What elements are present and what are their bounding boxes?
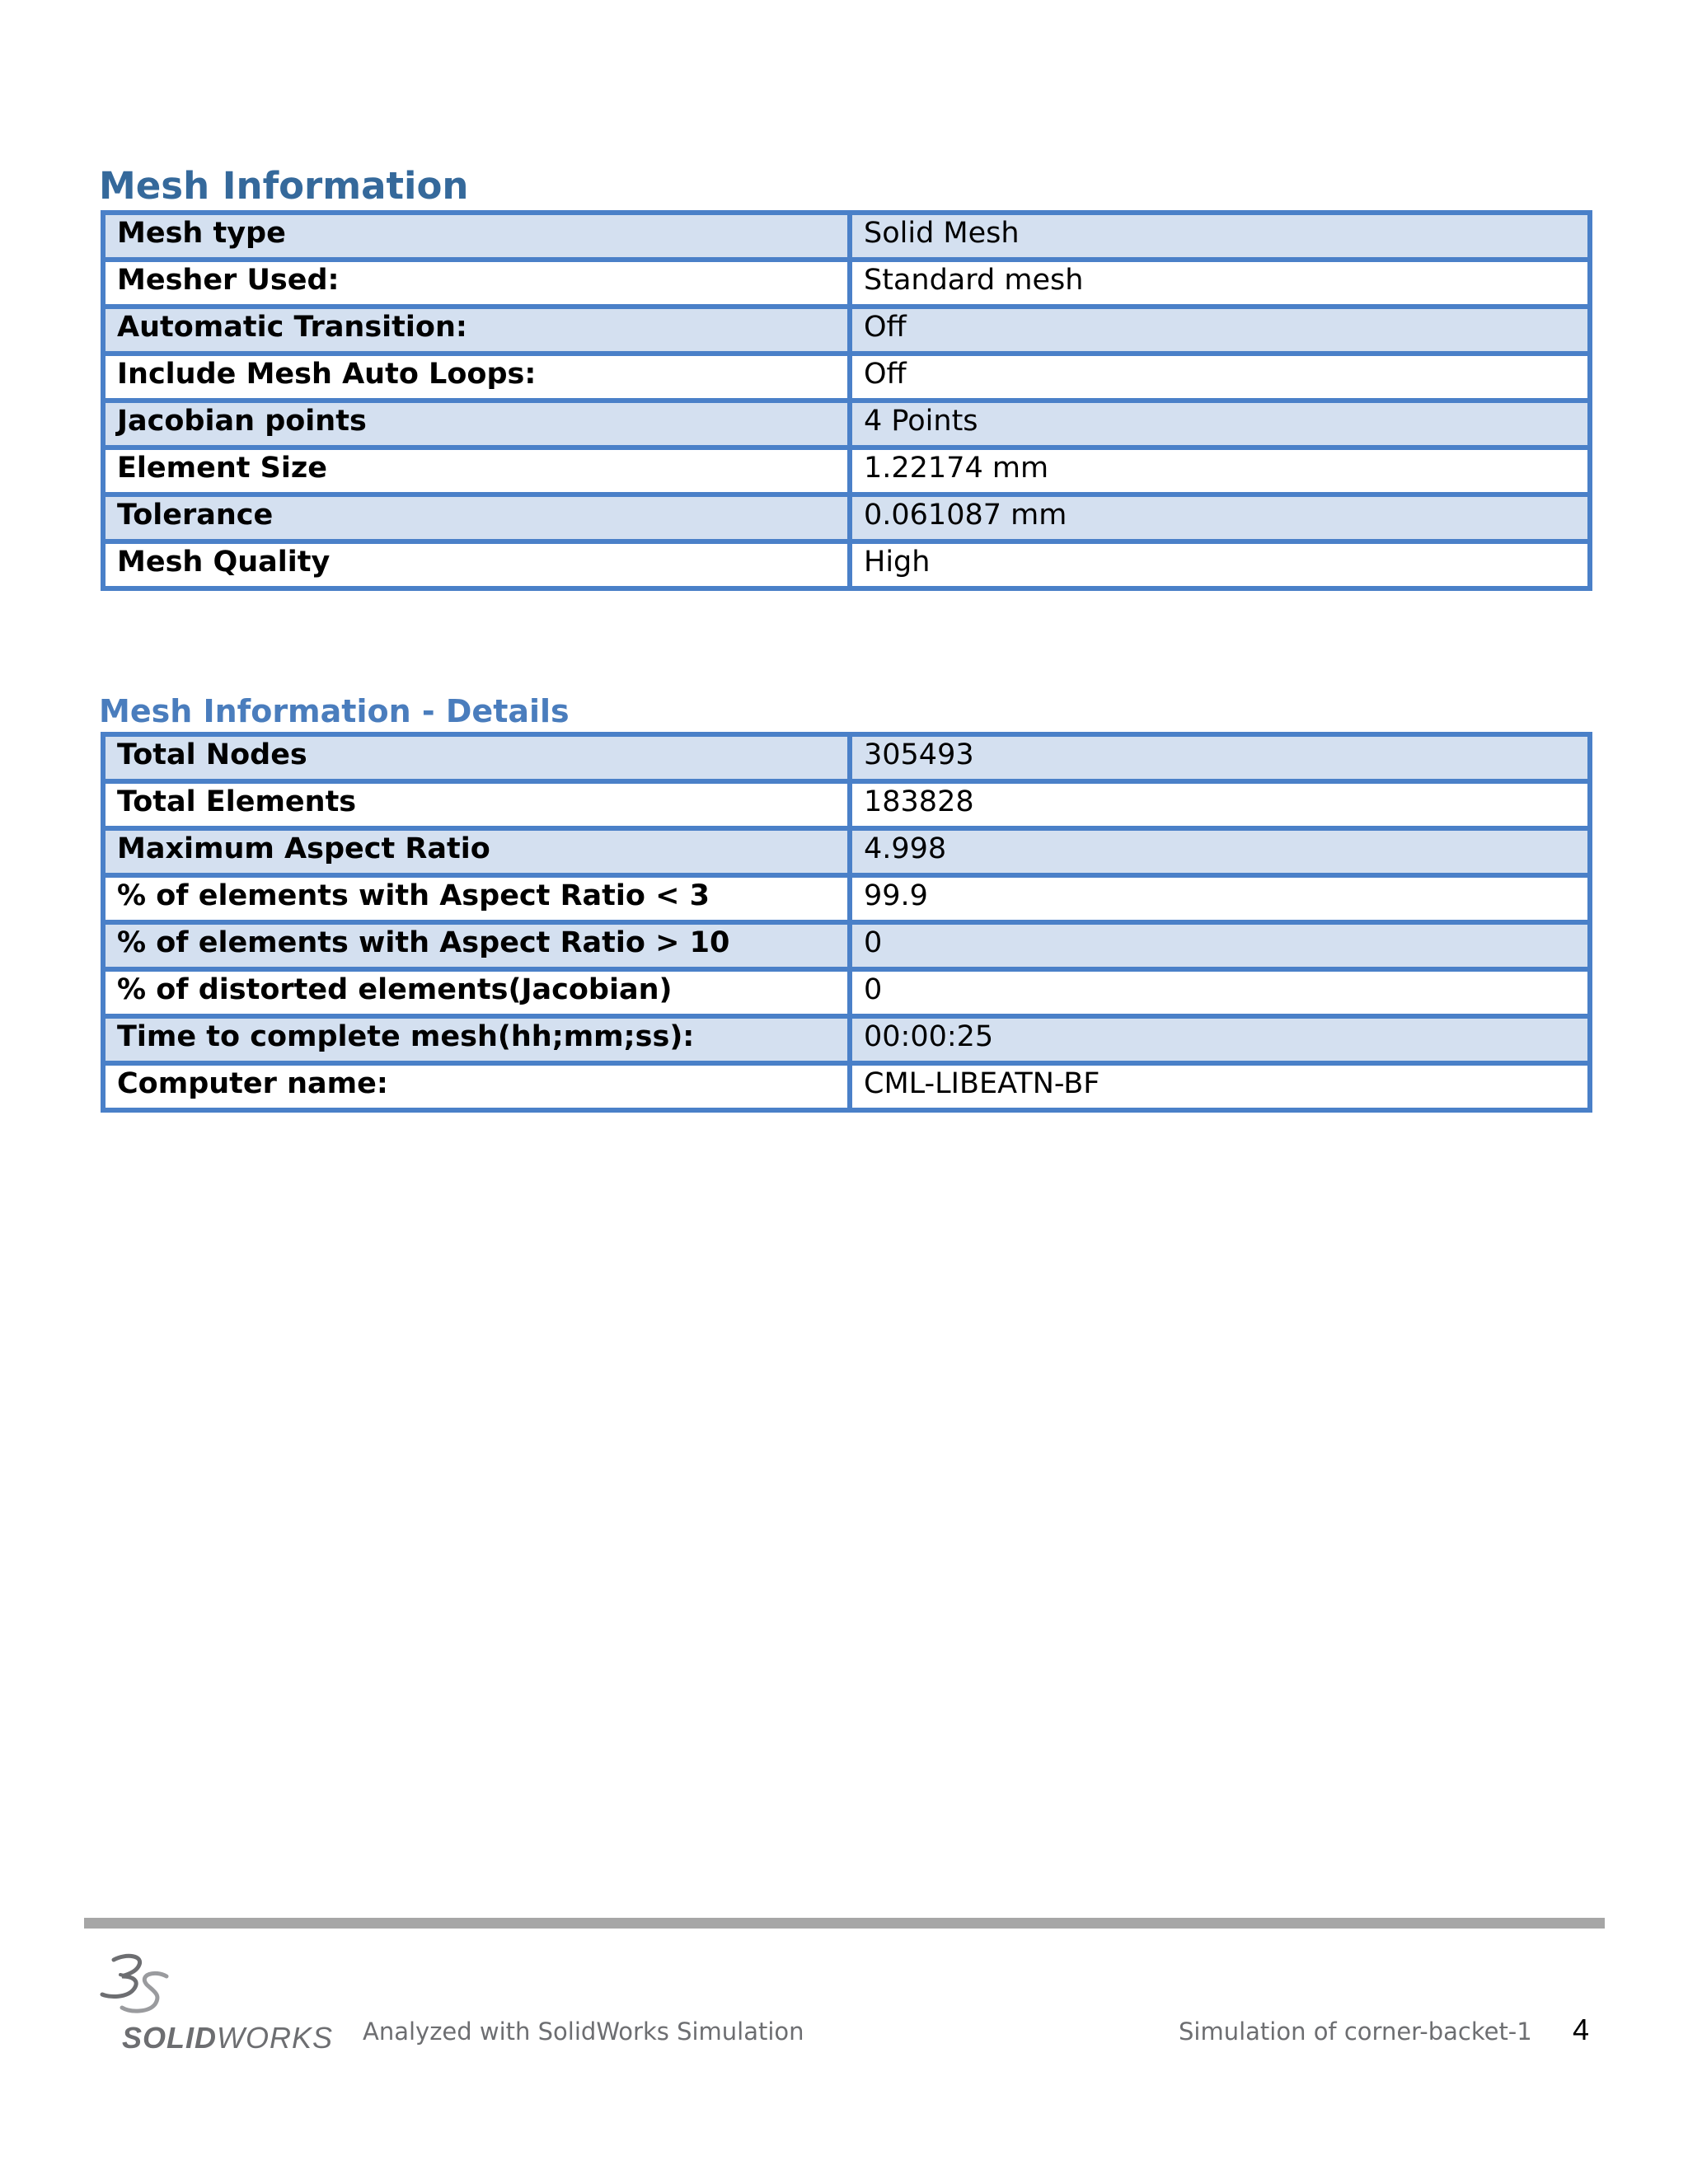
row-label: Maximum Aspect Ratio bbox=[103, 828, 850, 875]
row-value: CML-LIBEATN-BF bbox=[850, 1063, 1590, 1110]
table-row bbox=[103, 448, 1590, 494]
row-label: Mesh Quality bbox=[103, 541, 850, 588]
table-row bbox=[103, 260, 1590, 307]
table-row bbox=[103, 1063, 1590, 1110]
table-row bbox=[103, 781, 1590, 828]
row-label: % of elements with Aspect Ratio > 10 bbox=[103, 922, 850, 969]
row-value: High bbox=[850, 541, 1590, 588]
row-value: 99.9 bbox=[850, 875, 1590, 922]
row-label: Element Size bbox=[103, 448, 850, 494]
row-label: Mesher Used: bbox=[103, 260, 850, 307]
table-row bbox=[103, 401, 1590, 448]
row-value: 183828 bbox=[850, 781, 1590, 828]
row-label: Jacobian points bbox=[103, 401, 850, 448]
row-value: 305493 bbox=[850, 734, 1590, 781]
table-row bbox=[103, 875, 1590, 922]
row-label: Computer name: bbox=[103, 1063, 850, 1110]
row-value: Standard mesh bbox=[850, 260, 1590, 307]
row-label: Include Mesh Auto Loops: bbox=[103, 354, 850, 401]
row-value: 0 bbox=[850, 922, 1590, 969]
wordmark-bold: SOLID bbox=[122, 2021, 218, 2055]
footer-simulation-name: Simulation of corner-backet-1 bbox=[1179, 2018, 1532, 2046]
table-row bbox=[103, 922, 1590, 969]
row-value: 4.998 bbox=[850, 828, 1590, 875]
row-value: Off bbox=[850, 354, 1590, 401]
table-row bbox=[103, 828, 1590, 875]
3ds-logo-icon bbox=[97, 1952, 171, 2021]
wordmark-light: WORKS bbox=[217, 2021, 334, 2055]
table-row bbox=[103, 1016, 1590, 1063]
row-label: Mesh type bbox=[103, 213, 850, 260]
row-value: 0 bbox=[850, 969, 1590, 1016]
solidworks-wordmark bbox=[122, 2021, 333, 2055]
row-value: Off bbox=[850, 307, 1590, 354]
row-label: Total Nodes bbox=[103, 734, 850, 781]
row-value: 4 Points bbox=[850, 401, 1590, 448]
mesh-information-title: Mesh Information bbox=[99, 164, 469, 208]
mesh-details-title: Mesh Information - Details bbox=[99, 693, 570, 729]
row-value: Solid Mesh bbox=[850, 213, 1590, 260]
table-row bbox=[103, 494, 1590, 541]
table-row bbox=[103, 213, 1590, 260]
row-value: 00:00:25 bbox=[850, 1016, 1590, 1063]
table-row bbox=[103, 734, 1590, 781]
table-row bbox=[103, 541, 1590, 588]
row-label: Time to complete mesh(hh;mm;ss): bbox=[103, 1016, 850, 1063]
footer-analyzed-text: Analyzed with SolidWorks Simulation bbox=[363, 2018, 804, 2046]
row-value: 0.061087 mm bbox=[850, 494, 1590, 541]
solidworks-logo bbox=[97, 1952, 334, 2059]
row-value: 1.22174 mm bbox=[850, 448, 1590, 494]
table-row bbox=[103, 354, 1590, 401]
row-label: % of distorted elements(Jacobian) bbox=[103, 969, 850, 1016]
mesh-information-table bbox=[101, 210, 1592, 591]
footer-divider bbox=[84, 1918, 1605, 1929]
table-row bbox=[103, 307, 1590, 354]
row-label: % of elements with Aspect Ratio < 3 bbox=[103, 875, 850, 922]
row-label: Total Elements bbox=[103, 781, 850, 828]
row-label: Tolerance bbox=[103, 494, 850, 541]
page-number: 4 bbox=[1573, 2013, 1590, 2046]
table-row bbox=[103, 969, 1590, 1016]
row-label: Automatic Transition: bbox=[103, 307, 850, 354]
mesh-details-table bbox=[101, 732, 1592, 1113]
